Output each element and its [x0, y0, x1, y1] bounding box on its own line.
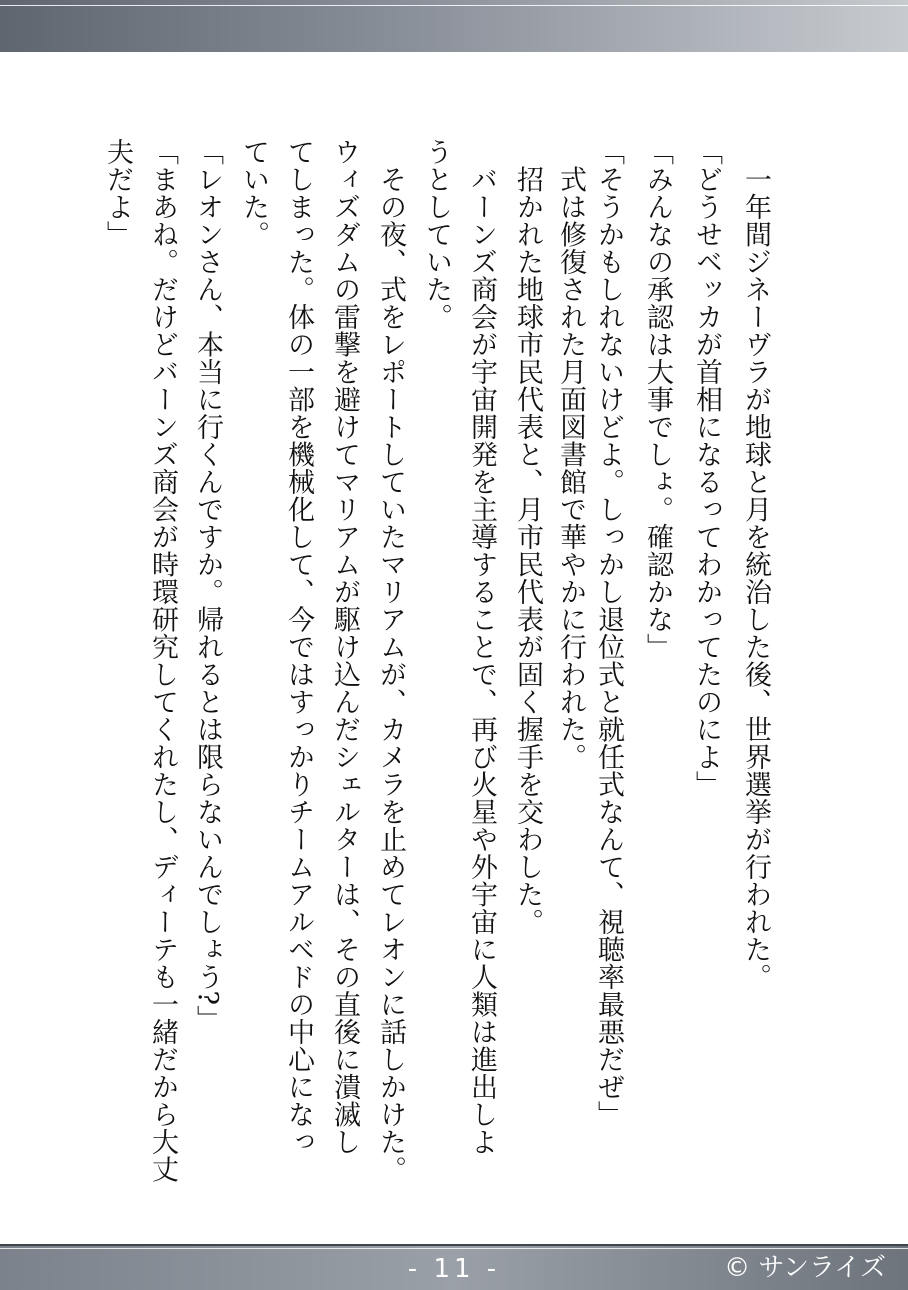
page-number: - 11 -: [407, 1254, 501, 1284]
text-column-6: 招かれた地球市民代表と、月市民代表が固く握手を交わした。: [512, 138, 543, 936]
text-column-14: 「まあね。だけどバーンズ商会が時環研究してくれたし、ディーテも一緒だから大丈: [147, 138, 178, 1183]
text-column-11: てしまった。体の一部を機械化して、今ではすっかりチームアルベドの中心になっ: [283, 138, 314, 1156]
text-column-8: うとしていた。: [421, 138, 452, 331]
text-column-4: 「そうかもしれないけどよ。しっかし退位式と就任式なんて、視聴率最悪だぜ」: [593, 138, 624, 1128]
text-column-10: ウィズダムの雷撃を避けてマリアムが駆け込んだシェルターは、その直後に潰滅し: [329, 138, 360, 1156]
text-column-2: 「どうせベッカが首相になるってわかってたのによ」: [691, 138, 722, 798]
copyright-notice: © サンライズ: [724, 1253, 886, 1283]
header-rule: [0, 5, 908, 6]
text-column-13: 「レオンさん、本当に行くんですか。帰れるとは限らないんでしょう?」: [192, 138, 223, 1033]
text-column-12: ていた。: [238, 138, 269, 248]
text-column-15: 夫だよ」: [102, 138, 133, 248]
text-column-5: 式は修復された月面図書館で華やかに行われた。: [555, 138, 586, 771]
footer-rule-highlight: [0, 1248, 908, 1249]
text-column-1: 一年間ジネーヴラが地球と月を統治した後、世界選挙が行われた。: [740, 138, 771, 991]
text-column-3: 「みんなの承認は大事でしょ。確認かな」: [642, 138, 673, 661]
text-column-7: バーンズ商会が宇宙開発を主導することで、再び火星や外宇宙に人類は進出しよ: [466, 138, 497, 1156]
header-bar: [0, 0, 908, 52]
text-column-9: その夜、式をレポートしていたマリアムが、カメラを止めてレオンに話しかけた。: [375, 138, 406, 1183]
footer-rule: [0, 1244, 908, 1246]
